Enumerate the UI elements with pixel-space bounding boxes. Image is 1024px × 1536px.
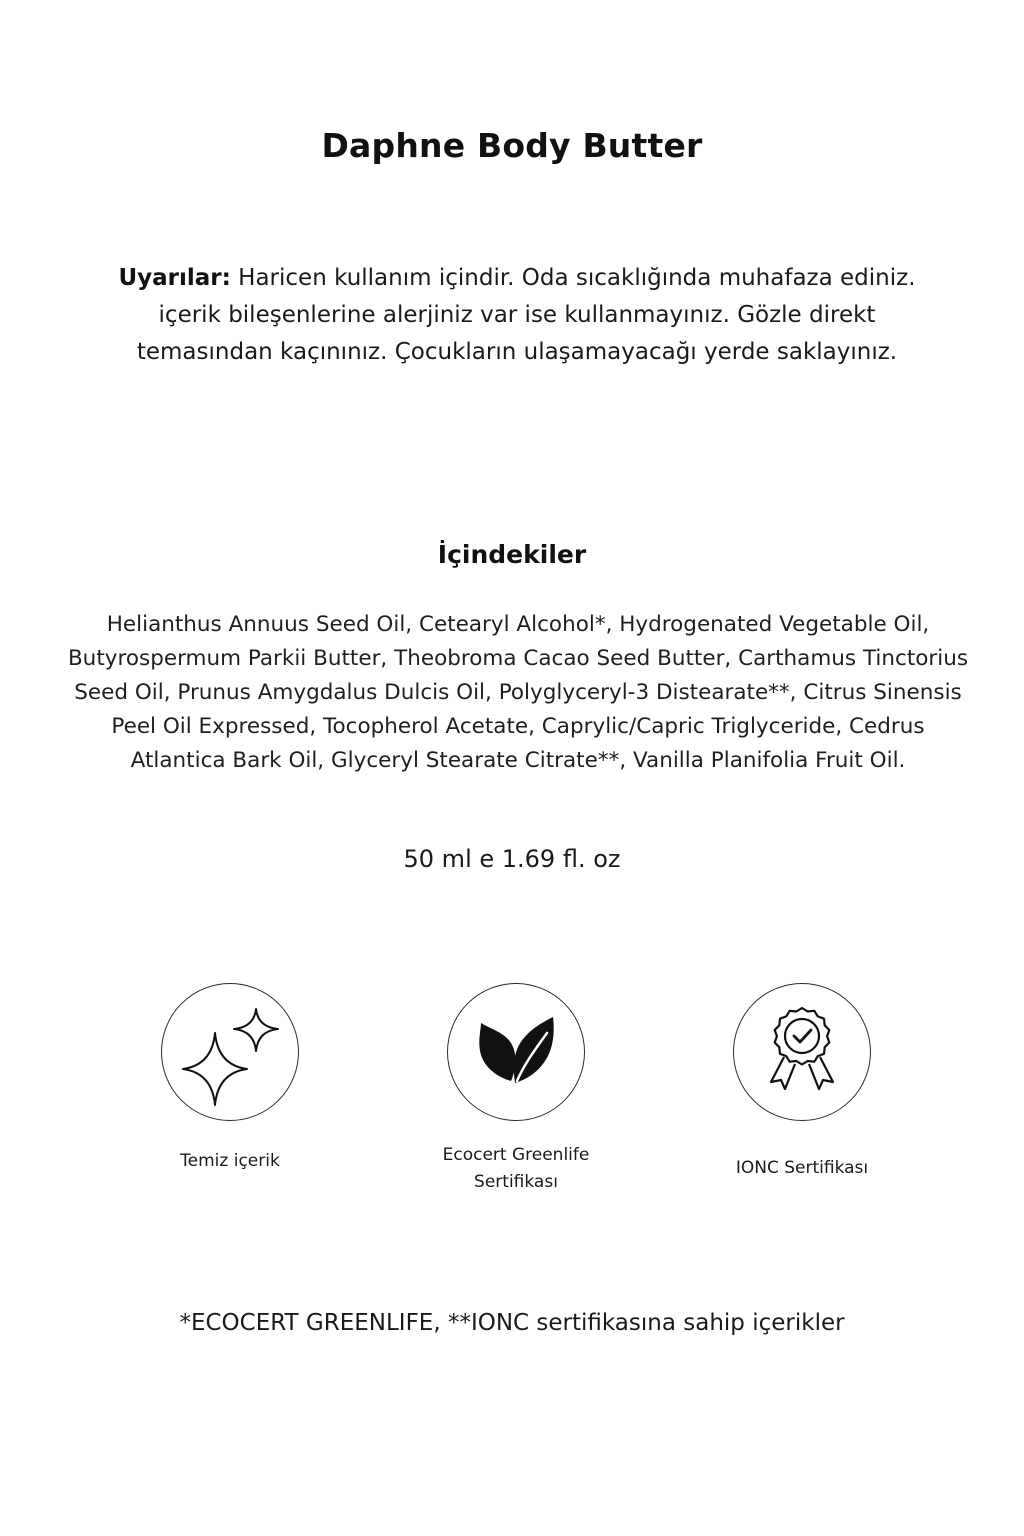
badge-ecocert xyxy=(426,983,606,1196)
certification-footnote: *ECOCERT GREENLIFE, **IONC sertifikasına sahip içerikler xyxy=(179,1310,845,1336)
badge-ionc xyxy=(712,983,892,1182)
warnings-label: Uyarılar: xyxy=(118,265,231,291)
badge-label-line1: Ecocert Greenlife xyxy=(442,1145,590,1165)
ingredients-heading: İçindekiler xyxy=(437,540,587,569)
award-ribbon-icon xyxy=(733,983,871,1121)
badge-circle xyxy=(733,983,871,1121)
badge-circle xyxy=(161,983,299,1121)
badge-label: Temiz içerik xyxy=(180,1151,280,1171)
warnings-paragraph xyxy=(100,260,934,371)
badge-label-line2: Sertifikası xyxy=(474,1172,558,1192)
page-title: Daphne Body Butter xyxy=(321,126,703,165)
badge-clean-ingredients xyxy=(140,983,320,1175)
ingredients-list: Helianthus Annuus Seed Oil, Cetearyl Alcohol*, Hydrogenated Vegetable Oil, Butyrospermum Parkii Butter, Theobroma Cacao Seed Butter, Carthamus Tinctorius Seed Oil, Prunus Amygdalus Dulcis Oil, Polyglyceryl-3 Distearate**, Citrus Sinensis Peel Oil Expressed, Tocopherol Acetate, Caprylic/Capric Triglyceride, Cedrus Atlantica Bark Oil, Glyceryl Stearate Citrate**, Vanilla Planifolia Fruit Oil. xyxy=(67,612,969,773)
sparkle-icon xyxy=(161,983,299,1121)
badge-circle xyxy=(447,983,585,1121)
badge-label: IONC Sertifikası xyxy=(735,1158,869,1178)
leaf-icon xyxy=(447,983,585,1121)
warnings-text: Haricen kullanım içindir. Oda sıcaklığında muhafaza ediniz. içerik bileşenlerine alerjiniz var ise kullanmayınız. Gözle direkt temasından kaçınınız. Çocukların ulaşamayacağı yerde saklayınız. xyxy=(136,265,916,365)
volume-text: 50 ml e 1.69 fl. oz xyxy=(403,845,621,873)
